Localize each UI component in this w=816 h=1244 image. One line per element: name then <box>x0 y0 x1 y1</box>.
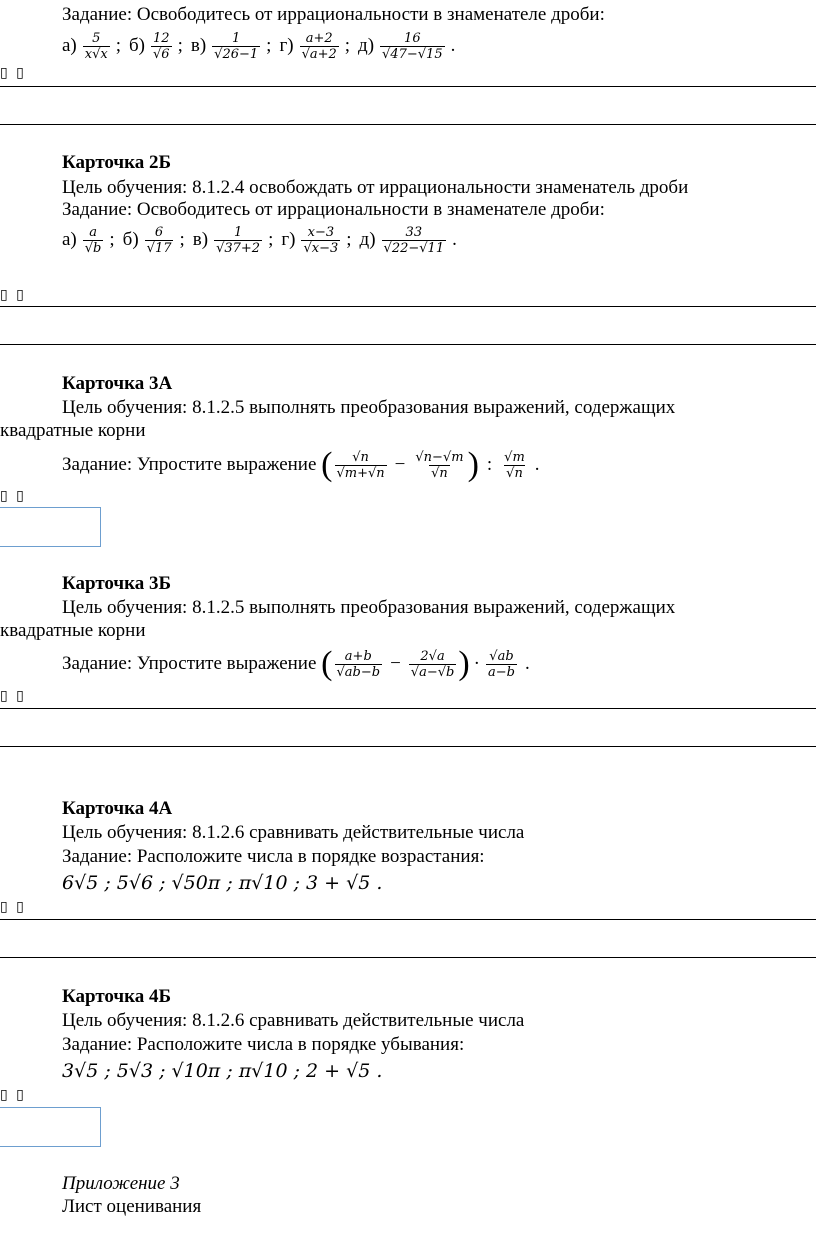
card2b-fraction-list <box>62 219 457 261</box>
card3a-minus: − <box>394 454 406 475</box>
top-fraction-numerator: 12 <box>153 30 170 46</box>
top-item-label: а) <box>62 35 77 56</box>
top-fraction <box>300 31 339 62</box>
card2b-fraction-numerator: x−3 <box>307 224 335 240</box>
card3b-f1-den: √ab−b <box>336 664 381 680</box>
card2b-item-separator: ; <box>268 229 274 250</box>
card4a-goal: Цель обучения: 8.1.2.6 сравнивать действительные числа <box>62 822 525 843</box>
placeholder-glyphs-1: ▯ ▯ <box>0 65 26 81</box>
answer-box-1[interactable] <box>0 86 816 125</box>
card2b-fraction-denominator: √37+2 <box>216 240 261 256</box>
top-item-label: в) <box>190 35 207 56</box>
card3a-f2-den: √n <box>431 465 448 481</box>
card3a-task: Задание: Упростите выражение <box>62 454 317 475</box>
card2b-title: Карточка 2Б <box>62 152 172 173</box>
top-item-separator: ; <box>266 35 272 56</box>
card3b-f2-den: √a−√b <box>410 664 455 680</box>
card3b-f1-num: a+b <box>344 648 372 664</box>
card3a-f3-den: √n <box>506 465 523 481</box>
top-fraction-denominator: √a+2 <box>301 46 337 62</box>
card2b-item-separator: ; <box>109 229 115 250</box>
card2b-fraction-denominator: √17 <box>146 240 172 256</box>
answer-box-3[interactable] <box>0 507 101 547</box>
card2b-item-separator: ; <box>179 229 185 250</box>
top-item-separator: ; <box>177 35 183 56</box>
top-fraction-numerator: 16 <box>404 30 421 46</box>
card3a-title: Карточка 3А <box>62 373 173 394</box>
placeholder-glyphs-2: ▯ ▯ <box>0 287 26 303</box>
answer-box-4[interactable] <box>0 708 816 747</box>
card2b-fraction <box>301 225 340 256</box>
card2b-fraction <box>83 225 104 256</box>
top-item-separator: ; <box>115 35 121 56</box>
card3b-goal-line2: квадратные корни <box>0 620 146 641</box>
card3a-f1-den: √m+√n <box>336 465 385 481</box>
card3a-f3-num: √m <box>504 449 525 465</box>
answer-box-2[interactable] <box>0 306 816 345</box>
right-paren: ) <box>467 446 479 483</box>
card3a-goal-line2: квадратные корни <box>0 420 146 441</box>
top-item-label: б) <box>129 35 145 56</box>
placeholder-glyphs-4: ▯ ▯ <box>0 688 26 704</box>
card4a-task: Задание: Расположите числа в порядке возрастания: <box>62 846 485 867</box>
top-item-separator: ; <box>344 35 351 56</box>
placeholder-glyphs-3: ▯ ▯ <box>0 488 26 504</box>
card2b-item-label: г) <box>281 229 296 250</box>
placeholder-glyphs-5: ▯ ▯ <box>0 899 26 915</box>
card2b-task: Задание: Освободитесь от иррациональности в знаменателе дроби: <box>62 199 605 220</box>
card2b-fraction <box>214 225 262 256</box>
right-paren: ) <box>458 645 470 682</box>
card2b-fraction-numerator: 1 <box>233 224 243 240</box>
card3b-task: Задание: Упростите выражение <box>62 653 317 674</box>
left-paren: ( <box>321 645 333 682</box>
card2b-fraction-numerator: 33 <box>405 224 423 240</box>
card2b-fraction-numerator: 6 <box>154 224 164 240</box>
card3b-f3-num: √ab <box>489 648 514 664</box>
card2b-goal: Цель обучения: 8.1.2.4 освобождать от иррациональности знаменатель дроби <box>62 177 689 198</box>
card2b-item-label: д) <box>359 229 376 250</box>
top-item-label: д) <box>358 35 375 56</box>
top-fraction-denominator: √26−1 <box>214 46 259 62</box>
card2b-item-separator: ; <box>346 229 352 250</box>
card3a-expression <box>62 444 540 486</box>
top-task: Задание: Освободитесь от иррациональности в знаменателе дроби: <box>62 4 605 25</box>
card2b-item-separator: . <box>452 229 457 250</box>
card3b-title: Карточка 3Б <box>62 573 172 594</box>
appendix-sheet: Лист оценивания <box>62 1196 202 1217</box>
top-fraction <box>83 31 110 62</box>
top-fraction-numerator: 1 <box>232 30 241 46</box>
card3b-end: . <box>524 653 530 674</box>
card2b-fraction-denominator: √x−3 <box>303 240 339 256</box>
card4b-task: Задание: Расположите числа в порядке убывания: <box>62 1034 465 1055</box>
card4b-numbers: 3√5 ; 5√3 ; √10π ; π√10 ; 2 + √5 . <box>62 1060 383 1082</box>
card3a-f1-num: √n <box>352 449 369 465</box>
card2b-item-label: б) <box>122 229 139 250</box>
card3b-goal-line1: Цель обучения: 8.1.2.5 выполнять преобразования выражений, содержащих <box>62 597 676 618</box>
answer-box-6[interactable] <box>0 1107 101 1147</box>
card2b-fraction-denominator: √22−√11 <box>383 240 445 256</box>
card4b-title: Карточка 4Б <box>62 986 172 1007</box>
top-fraction-denominator: √47−√15 <box>382 46 443 62</box>
card3a-goal-line1: Цель обучения: 8.1.2.5 выполнять преобразования выражений, содержащих <box>62 397 676 418</box>
card2b-fraction-numerator: a <box>89 224 97 240</box>
card2b-fraction <box>145 225 174 256</box>
card3b-f3-den: a−b <box>488 664 515 680</box>
card2b-fraction <box>382 225 447 256</box>
top-fraction <box>212 31 260 62</box>
top-fraction-denominator: x√x <box>84 46 108 62</box>
card3a-op: : <box>486 454 493 475</box>
top-fraction-denominator: √6 <box>153 46 170 62</box>
card4a-title: Карточка 4А <box>62 798 173 819</box>
appendix-label: Приложение 3 <box>62 1173 180 1194</box>
card3b-minus: − <box>390 653 401 674</box>
card3a-end: . <box>534 454 540 475</box>
answer-box-5[interactable] <box>0 919 816 958</box>
top-fraction <box>151 31 172 62</box>
card4b-goal: Цель обучения: 8.1.2.6 сравнивать действительные числа <box>62 1010 525 1031</box>
top-fraction-numerator: a+2 <box>305 30 333 46</box>
top-item-separator: . <box>450 35 456 56</box>
card2b-fraction-denominator: √b <box>84 240 102 256</box>
top-item-label: г) <box>279 35 294 56</box>
card2b-item-label: в) <box>192 229 209 250</box>
placeholder-glyphs-6: ▯ ▯ <box>0 1087 26 1103</box>
card3b-expression <box>62 643 530 685</box>
card3b-f2-num: 2√a <box>420 648 445 664</box>
card4a-numbers: 6√5 ; 5√6 ; √50π ; π√10 ; 3 + √5 . <box>62 872 383 894</box>
top-fraction-numerator: 5 <box>92 30 101 46</box>
left-paren: ( <box>321 446 333 483</box>
card3b-op: · <box>473 653 480 674</box>
card2b-item-label: а) <box>62 229 77 250</box>
card3a-f2-num: √n−√m <box>415 449 464 465</box>
top-fraction <box>380 31 445 62</box>
top-fraction-list <box>62 26 455 66</box>
